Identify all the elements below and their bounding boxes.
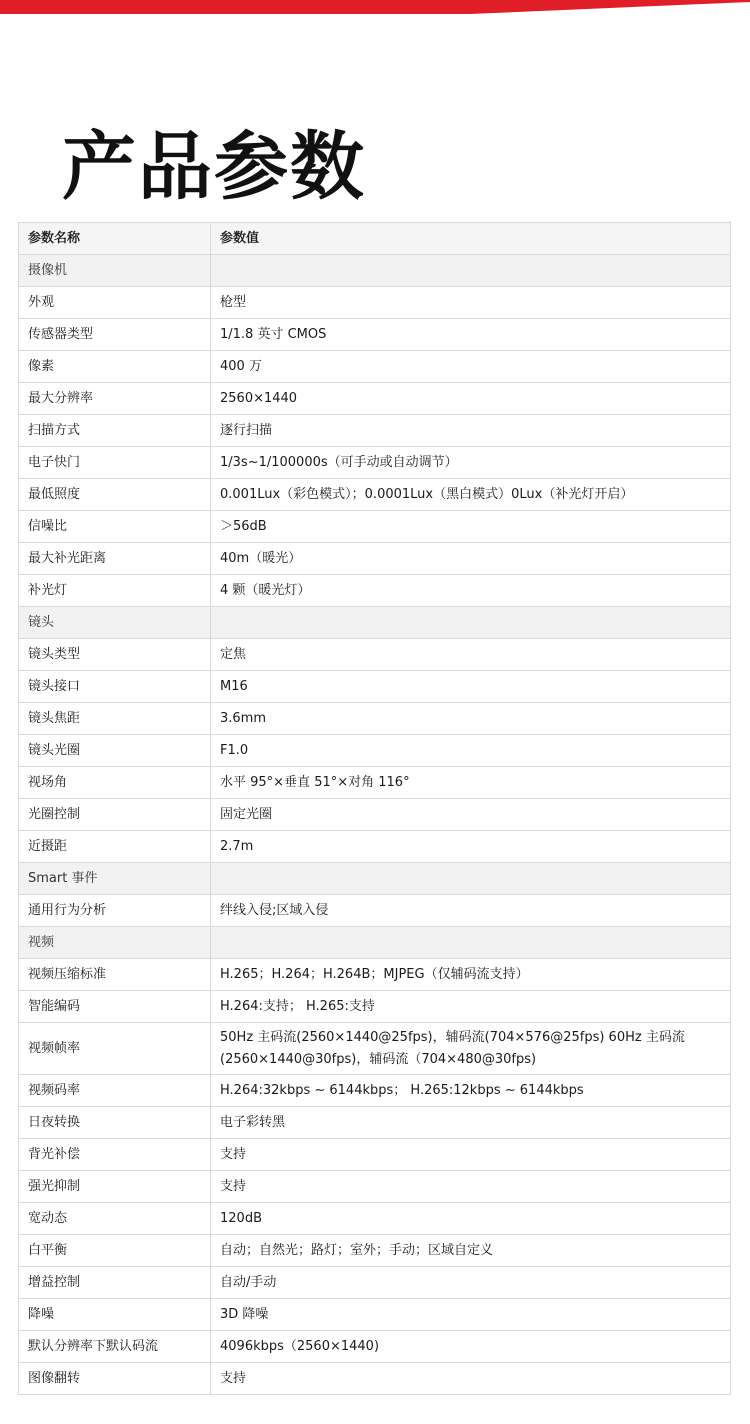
- accent-stripe-graphic: [0, 0, 750, 16]
- table-row: [19, 639, 731, 671]
- header-param-name: 参数名称: [19, 223, 211, 255]
- param-value-cell: H.264:32kbps ~ 6144kbps； H.265:12kbps ~ 6144kbps: [211, 1075, 731, 1107]
- param-value-cell: 支持: [211, 1363, 731, 1395]
- param-name-cell: 电子快门: [19, 447, 211, 479]
- param-name-cell: 最大补光距离: [19, 543, 211, 575]
- param-value-cell: 4 颗（暖光灯）: [211, 575, 731, 607]
- page-title: 产品参数: [62, 123, 366, 210]
- param-value-cell: H.265；H.264；H.264B；MJPEG（仅辅码流支持）: [211, 959, 731, 991]
- param-value-cell: 支持: [211, 1171, 731, 1203]
- table-row: [19, 447, 731, 479]
- param-value-cell: 枪型: [211, 287, 731, 319]
- param-name-cell: 白平衡: [19, 1235, 211, 1267]
- param-name-cell: 镜头接口: [19, 671, 211, 703]
- section-row: [19, 863, 731, 895]
- table-row: [19, 1023, 731, 1075]
- section-value-empty: [211, 863, 731, 895]
- table-row: [19, 383, 731, 415]
- section-label: 视频: [19, 927, 211, 959]
- table-row: [19, 831, 731, 863]
- param-name-cell: 默认分辨率下默认码流: [19, 1331, 211, 1363]
- param-value-cell: F1.0: [211, 735, 731, 767]
- param-value-cell: 50Hz 主码流(2560×1440@25fps)，辅码流(704×576@25fps) 60Hz 主码流(2560×1440@30fps)，辅码流（704×480@30fps): [211, 1023, 731, 1075]
- param-value-cell: 电子彩转黑: [211, 1107, 731, 1139]
- spec-table-body: [19, 255, 731, 1395]
- param-name-cell: 传感器类型: [19, 319, 211, 351]
- table-row: [19, 767, 731, 799]
- param-value-cell: 逐行扫描: [211, 415, 731, 447]
- table-row: [19, 1139, 731, 1171]
- param-name-cell: 扫描方式: [19, 415, 211, 447]
- param-name-cell: 日夜转换: [19, 1107, 211, 1139]
- param-name-cell: 视频压缩标准: [19, 959, 211, 991]
- table-row: [19, 1075, 731, 1107]
- table-row: [19, 735, 731, 767]
- param-name-cell: 背光补偿: [19, 1139, 211, 1171]
- table-row: [19, 991, 731, 1023]
- table-row: [19, 1267, 731, 1299]
- param-value-cell: 40m（暖光）: [211, 543, 731, 575]
- param-value-cell: 3.6mm: [211, 703, 731, 735]
- param-name-cell: 镜头焦距: [19, 703, 211, 735]
- table-row: [19, 799, 731, 831]
- table-row: [19, 1171, 731, 1203]
- param-value-cell: 3D 降噪: [211, 1299, 731, 1331]
- param-name-cell: 最低照度: [19, 479, 211, 511]
- table-row: [19, 895, 731, 927]
- param-value-cell: 120dB: [211, 1203, 731, 1235]
- param-name-cell: 智能编码: [19, 991, 211, 1023]
- section-label: Smart 事件: [19, 863, 211, 895]
- section-row: [19, 927, 731, 959]
- param-name-cell: 降噪: [19, 1299, 211, 1331]
- param-value-cell: H.264:支持； H.265:支持: [211, 991, 731, 1023]
- param-name-cell: 强光抑制: [19, 1171, 211, 1203]
- param-value-cell: ＞56dB: [211, 511, 731, 543]
- param-value-cell: 1/1.8 英寸 CMOS: [211, 319, 731, 351]
- table-row: [19, 287, 731, 319]
- param-value-cell: 自动；自然光；路灯；室外；手动；区域自定义: [211, 1235, 731, 1267]
- param-value-cell: 2.7m: [211, 831, 731, 863]
- section-row: [19, 255, 731, 287]
- table-row: [19, 1235, 731, 1267]
- param-name-cell: 补光灯: [19, 575, 211, 607]
- section-row: [19, 607, 731, 639]
- table-row: [19, 1107, 731, 1139]
- table-row: [19, 959, 731, 991]
- section-value-empty: [211, 607, 731, 639]
- table-row: [19, 543, 731, 575]
- param-value-cell: 1/3s~1/100000s（可手动或自动调节）: [211, 447, 731, 479]
- table-row: [19, 1363, 731, 1395]
- param-value-cell: M16: [211, 671, 731, 703]
- param-value-cell: 2560×1440: [211, 383, 731, 415]
- param-name-cell: 视场角: [19, 767, 211, 799]
- table-row: [19, 511, 731, 543]
- param-name-cell: 镜头类型: [19, 639, 211, 671]
- param-name-cell: 视频帧率: [19, 1023, 211, 1075]
- header-param-value: 参数值: [211, 223, 731, 255]
- param-value-cell: 支持: [211, 1139, 731, 1171]
- section-value-empty: [211, 927, 731, 959]
- section-label: 摄像机: [19, 255, 211, 287]
- section-label: 镜头: [19, 607, 211, 639]
- param-value-cell: 自动/手动: [211, 1267, 731, 1299]
- table-row: [19, 1331, 731, 1363]
- param-name-cell: 近摄距: [19, 831, 211, 863]
- table-row: [19, 1203, 731, 1235]
- param-value-cell: 固定光圈: [211, 799, 731, 831]
- top-accent-stripe: [0, 0, 750, 16]
- table-row: [19, 319, 731, 351]
- param-name-cell: 增益控制: [19, 1267, 211, 1299]
- table-row: [19, 575, 731, 607]
- param-name-cell: 光圈控制: [19, 799, 211, 831]
- param-name-cell: 最大分辨率: [19, 383, 211, 415]
- param-name-cell: 镜头光圈: [19, 735, 211, 767]
- table-row: [19, 1299, 731, 1331]
- param-value-cell: 400 万: [211, 351, 731, 383]
- param-value-cell: 0.001Lux（彩色模式）；0.0001Lux（黑白模式）0Lux（补光灯开启）: [211, 479, 731, 511]
- spec-table: [18, 222, 731, 1395]
- param-value-cell: 定焦: [211, 639, 731, 671]
- param-value-cell: 绊线入侵;区域入侵: [211, 895, 731, 927]
- table-header-row: [19, 223, 731, 255]
- param-name-cell: 视频码率: [19, 1075, 211, 1107]
- param-name-cell: 外观: [19, 287, 211, 319]
- table-row: [19, 479, 731, 511]
- param-name-cell: 像素: [19, 351, 211, 383]
- section-value-empty: [211, 255, 731, 287]
- table-row: [19, 351, 731, 383]
- param-name-cell: 图像翻转: [19, 1363, 211, 1395]
- param-name-cell: 信噪比: [19, 511, 211, 543]
- param-value-cell: 4096kbps（2560×1440): [211, 1331, 731, 1363]
- table-row: [19, 415, 731, 447]
- param-name-cell: 通用行为分析: [19, 895, 211, 927]
- table-row: [19, 703, 731, 735]
- param-value-cell: 水平 95°×垂直 51°×对角 116°: [211, 767, 731, 799]
- table-row: [19, 671, 731, 703]
- param-name-cell: 宽动态: [19, 1203, 211, 1235]
